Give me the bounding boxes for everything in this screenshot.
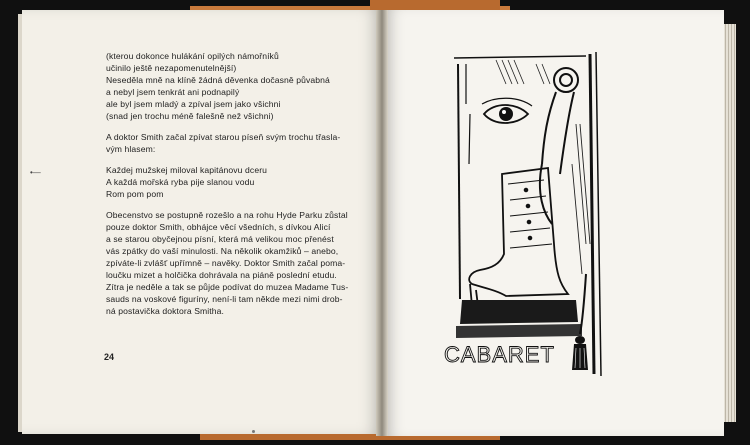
paragraph-main bbox=[106, 209, 368, 317]
text-line: sauds na voskové figuríny, není-li tam někde mezi nimi drob- bbox=[106, 294, 343, 304]
text-line: ale byl jsem mladý a zpíval jsem jako všichni bbox=[106, 99, 281, 109]
text-line: ná postavička doktora Smitha. bbox=[106, 306, 225, 316]
text-line: Zítra je neděle a tak se půjde podívat do muzea Madame Tus- bbox=[106, 282, 349, 292]
text-line: Každej mužskej miloval kapitánovu dceru bbox=[106, 165, 268, 175]
text-line: (snad jen trochu méně falešně než všichni) bbox=[106, 111, 274, 121]
text-line: a se starou obyčejnou písní, která má velikou moc přenést bbox=[106, 234, 334, 244]
text-line: loučku mizet a holčička dohrávala na piáně poslední etudu. bbox=[106, 270, 337, 280]
text-line: Rom pom pom bbox=[106, 189, 164, 199]
text-line: A každá mořská ryba pije slanou vodu bbox=[106, 177, 255, 187]
text-line: (kterou dokonce hulákání opilých námořníků bbox=[106, 51, 279, 61]
text-line: vás zpátky do vaší minulosti. Na několik okamžiků – anebo, bbox=[106, 246, 339, 256]
text-line: Obecenstvo se postupně rozešlo a na rohu Hyde Parku zůstal bbox=[106, 210, 348, 220]
text-line: pouze doktor Smith, obhájce věcí všedních, s dívkou Alicí bbox=[106, 222, 331, 232]
margin-mark: •— bbox=[30, 168, 41, 177]
text-line: zpíváte-li zvlášť upřímně – navěky. Doktor Smith začal poma- bbox=[106, 258, 346, 268]
cabaret-caption: CABARET bbox=[444, 342, 555, 367]
eye-icon bbox=[482, 98, 532, 123]
left-page-text bbox=[106, 50, 368, 317]
text-line: vým hlasem: bbox=[106, 144, 156, 154]
boot-icon bbox=[469, 168, 568, 306]
text-line: učinilo ještě nezapomenutelnější) bbox=[106, 63, 237, 73]
text-line: A doktor Smith začal zpívat starou píseň svým trochu třasla- bbox=[106, 132, 341, 142]
text-line: Neseděla mně na klíně žádná děvenka dočasně půvabná bbox=[106, 75, 330, 85]
book-gutter bbox=[376, 10, 388, 436]
page-number: 24 bbox=[104, 352, 115, 362]
text-line: a nebyl jsem tenkrát ani podnapilý bbox=[106, 87, 240, 97]
poem-stanza bbox=[106, 50, 368, 122]
song-lyrics bbox=[106, 164, 368, 200]
paragraph-intro bbox=[106, 131, 368, 155]
page-speck bbox=[252, 430, 255, 433]
cabaret-illustration bbox=[436, 44, 606, 384]
